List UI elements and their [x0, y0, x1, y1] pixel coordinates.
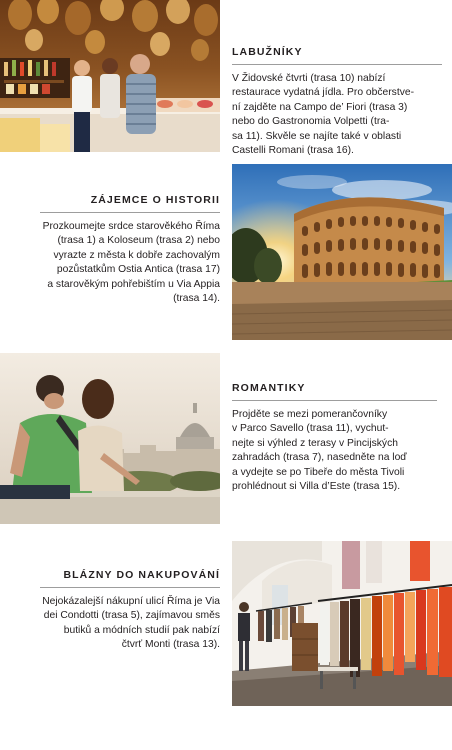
section-heading-food: LABUŽNÍKY	[232, 46, 442, 65]
body-line: Nejokázalejší nákupní ulicí Říma je Via	[42, 596, 220, 607]
body-line: v Parco Savello (trasa 11), vychut-	[232, 423, 389, 435]
body-line: sa 11). Skvěle se najíte také v oblasti	[232, 130, 402, 142]
section-food	[232, 46, 442, 158]
section-shopping	[40, 569, 220, 653]
colosseum-photo-icon	[232, 164, 452, 340]
body-line: butiků a módních studií pak nabízí	[63, 624, 220, 636]
body-line: dei Condotti (trasa 5), zajímavou směs	[43, 610, 220, 622]
deli-photo-icon	[0, 0, 220, 152]
section-heading-shopping: BLÁZNY DO NAKUPOVÁNÍ	[40, 569, 220, 588]
section-heading-history: ZÁJEMCE O HISTORII	[40, 194, 220, 213]
body-line: prohlédnout si Villa d’Este (trasa 15).	[232, 481, 401, 493]
boutique-photo-icon	[232, 541, 452, 706]
body-line: Prozkoumejte srdce starověkého Říma	[42, 221, 220, 232]
body-line: nejte si výhled z terasy v Pincijských	[232, 437, 398, 449]
body-line: ní zajděte na Campo de’ Fiori (trasa 3)	[232, 101, 408, 113]
body-line: (trasa 14).	[173, 293, 220, 305]
body-line: restaurace vydatná jídla. Pro občerstve-	[232, 87, 415, 99]
body-line: Castelli Romani (trasa 16).	[232, 145, 354, 157]
body-line: V Židovské čtvrti (trasa 10) nabízí	[232, 73, 386, 84]
body-line: Projděte se mezi pomerančovníky	[232, 409, 388, 420]
body-line: a starověkým pohřebištím u Via Appia	[47, 278, 220, 290]
body-line: nebo do Gastronomia Volpetti (tra-	[232, 116, 390, 128]
body-line: (trasa 1) a Koloseum (trasa 2) nebo	[57, 235, 220, 247]
body-line: čtvrť Monti (trasa 13).	[121, 639, 220, 651]
body-line: vyrazte z města k dobře zachovalým	[53, 249, 220, 261]
section-body-history	[40, 220, 220, 306]
section-heading-romance: ROMANTIKY	[232, 382, 437, 401]
section-romance	[232, 382, 437, 494]
body-line: a vydejte se po Tibeře do města Tivoli	[232, 466, 405, 478]
body-line: pozůstatkům Ostia Antica (trasa 17)	[56, 264, 220, 276]
section-body-shopping	[40, 595, 220, 653]
section-body-romance	[232, 408, 437, 494]
section-body-food	[232, 72, 442, 158]
couple-view-photo-icon	[0, 353, 220, 524]
body-line: zahradách (trasa 7), nasedněte na loď	[232, 452, 407, 464]
section-history	[40, 194, 220, 306]
